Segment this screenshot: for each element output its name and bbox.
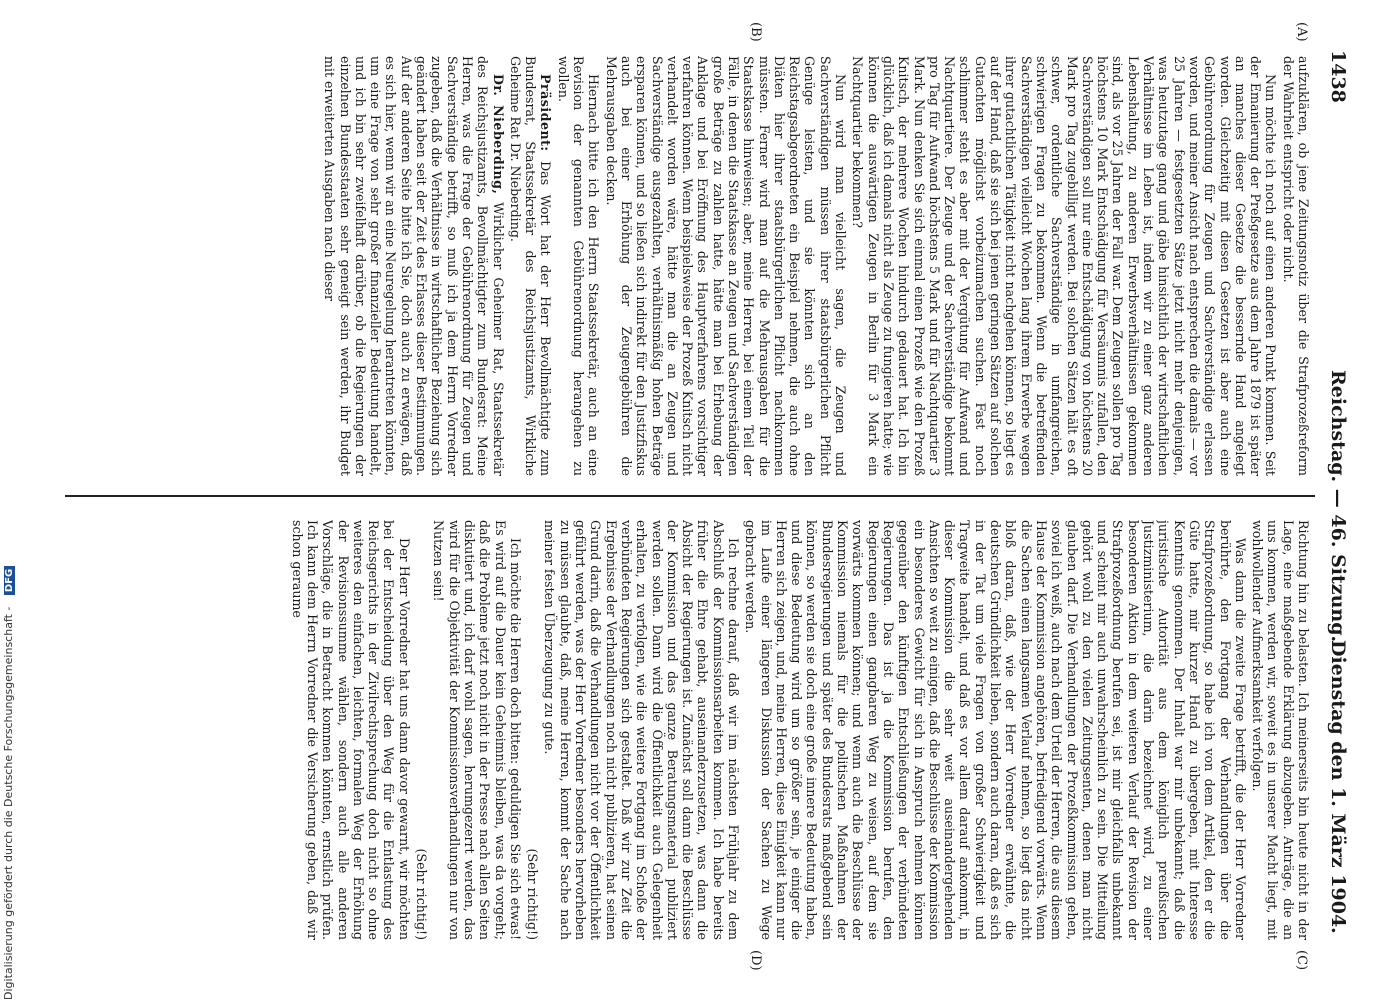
paragraph-text: (Sehr richtig!) [525, 848, 541, 940]
paragraph [1280, 56, 1311, 476]
header-session: Reichstag. — 46. Sitzung. [1327, 370, 1349, 643]
margin-mark-b: (B) [748, 22, 763, 42]
paragraph-text: Hiernach bitte ich den Herrn Staatssekretär, auch an eine Revision der genannten Gebührenordnung herangehen zu wollen. [555, 56, 602, 476]
margin-mark-a: (A) [1294, 22, 1309, 42]
paragraph [289, 520, 411, 940]
left-column [71, 56, 1311, 476]
header-date: Dienstag den 1. März 1904. [1327, 640, 1349, 934]
paragraph-text: Ich rechne darauf, daß wir im nächsten Frühjahr zu dem Abschluß der Kommissionsarbeiten kommen. Ich habe bereits früher die Ehre gehabt, auseinanderzusetzen, was dann die Absicht der Regierungen ist. Zunächst soll dann die Beschlüsse der Kommission und das ganze Beratungsmaterial publiziert werden sollen. Dann wird die Öffentlichkeit auch Gelegenheit erhalten, zu verfolgen, wie die weitere Fortgang im Schoße der verbündeten Regierungen sich gestaltet. Daß wir zur Zeit die Ergebnisse der Verhandlungen noch nicht publizieren, hat seinen Grund darin, daß die Verhandlungen nicht vor der Öffentlichkeit geführt werden, was der Herr Vorredner besonders hervorheben zu müssen glaubte, daß, meine Herren, kommt der Sache nach meiner festen Überzeugung zu gute. [542, 520, 742, 940]
paragraph [542, 520, 741, 940]
page-number: 1438 [1327, 50, 1349, 103]
paragraph [414, 520, 429, 940]
paragraph-text: Richtung hin zu belasten. Ich meinerseits bin heute nicht in der Lage, eine maßgebende Erklärung abzugeben. Anträge, die an uns kommen, werden wir, soweit es in unserer Macht liegt, mit wohlwollender Aufmerksamkeit verfolgen. [1250, 520, 1311, 940]
dfg-logo: DFG [4, 566, 15, 595]
speaker-name: Präsident: [538, 74, 554, 152]
page-header [1319, 40, 1349, 970]
margin-mark-c: (C) [1294, 950, 1309, 971]
credit-text: Digitalisierung gefördert durch die Deutsche Forschungsgemeinschaft - [2, 606, 15, 1000]
paragraph [603, 56, 848, 476]
paragraph-text: aufzuklären, ob jene Zeitungsnotiz über die Strafprozeßreform der Wahrheit entspricht oder nicht. [1280, 56, 1311, 476]
column-divider [65, 495, 1315, 497]
paragraph [743, 520, 1248, 940]
digitization-credit [2, 0, 18, 1000]
paragraph [525, 520, 540, 940]
paragraph [555, 56, 601, 476]
paragraph-text: Nun wird man vielleicht sagen, die Zeugen und Sachverständigen müssen ihrer staatsbürgerlichen Pflicht Genüge leisten, und sie könnten sich an den Reichstagsabgeordneten ein Beispiel nehmen, die auch ohne Diäten hier ihrer staatsbürgerlichen Pflicht nachkommen müssten. Ferner wird man auf die Mehrausgaben für die Staatskasse hinweisen; aber, meine Herren, bei einem Teil der Fälle, in denen die Staatskasse an Zeugen und Sachverständigen große Beträge zu zahlen hatte, hätte man bei Erhebung der Anklage und bei Eröffnung des Hauptverfahrens vorsichtiger verfahren können. Wenn beispielsweise der Prozeß Knitsch nicht verhandelt worden wäre, hätte man die an Zeugen und Sachverständige ausgezahlten, verhältnismäßig hohen Beträge ersparen können, und so ließen sich indirekt für den Justizfiskus auch bei einer Erhöhung der Zeugengebühren die Mehrausgaben decken. [603, 56, 849, 476]
paragraph [431, 520, 523, 940]
paragraph [322, 56, 506, 476]
paragraph-text: Was dann die zweite Frage betrifft, die der Herr Vorredner berührte, den Fortgang der Verhandlungen über die Strafprozeßordnung, so habe ich von dem Artikel, den er die Güte hatte, mir kurzer Hand zu übergeben, mit Interesse Kenntnis genommen. Der Inhalt war mir unbekannt; daß die juristische Autorität aus dem königlich preußischen Justizministerium, die darin bezeichnet wird, zu einer besonderen Aktion in dem weiteren Verlauf der Revision der Strafprozeßordnung berufen sei, ist mir gleichfalls unbekannt und scheint mir auch unwahrscheinlich zu sein. Die Mitteilung gehört wohl zu den vielen Zeitungsenten, denen man nicht glauben darf. Die Verhandlungen der Prozeßkommission gehen, soviel ich weiß, auch nach dem Urteil der Herren, die aus diesem Hause der Kommission angehören, befriedigend vorwärts. Wenn die Sachen einen langsamen Verlauf nehmen, so liegt das nicht bloß daran, daß, wie der Herr Vorredner erwähnte, die deutschen Gründlichkeit lieben, sondern auch daran, daß es sich in der Tat um viele Fragen von großer Schwierigkeit und Tragweite handelt, und daß es vor allem darauf ankommt, in dieser Kommission die sehr weit auseinandergehenden Ansichten so weit zu einigen, daß die Beschlüsse der Kommission ein besonderes Gewicht für sich in Anspruch nehmen können gegenüber den künftigen Entschließungen der verbündeten Regierungen. Das ist ja die Kommission berufen, den Regierungen einen gangbaren Weg zu weisen, auf dem sie vorwärts kommen können; und wenn auch die Beschlüsse der Kommission niemals für die politischen Maßnahmen der Bundesregierungen und später des Bundesrats maßgebend sein können, so werden sie doch eine große innere Bedeutung haben, und diese Bedeutung wird um so größer sein, je einiger die Herren sich zeigen, und, meine Herren, diese Einigkeit kann nur im Laufe einer längeren Diskussion der Sachen zu Wege gebracht werden. [743, 520, 1248, 940]
paragraph-text: (Sehr richtig!) [414, 848, 430, 940]
paragraph [850, 56, 1278, 476]
right-column [71, 520, 1311, 940]
paragraph-text: Wirklicher Geheimer Rat, Staatssekretär des Reichsjustizamts, Bevollmächtigter zum Bundesrat: Meine Herren, was die Frage der Gebührenordnung für Zeugen und Sachverständige betrifft, so muß ich ja dem Herrn Vorredner zugeben, daß die Verhältnisse in wirtschaftlicher Beziehung sich geändert haben seit der Zeit des Erlasses dieser Bestimmungen. Auf der anderen Seite bitte ich Sie, doch auch zu erwägen, daß es sich hier, wenn wir an eine Neuregelung herantreten könnten, um eine Frage von sehr großer finanzieller Bedeutung handelt, und ich bin sehr zweifelhaft darüber, ob die Regierungen der einzelnen Bundesstaaten sehr geneigt sein werden, ihr Budget mit erweiterten Ausgaben nach dieser [322, 56, 506, 476]
paragraph [508, 56, 554, 476]
paragraph-text: Das Wort hat der Herr Bevollmächtigte zum Bundesrat, Staatssekretär des Reichsjustizamts, Wirkliche Geheime Rat Dr. Nieberding. [507, 56, 554, 476]
speaker-name: Dr. Nieberding, [490, 74, 506, 195]
paragraph [1250, 520, 1311, 940]
margin-mark-d: (D) [748, 950, 763, 971]
paragraph-text: Der Herr Vorredner hat uns dann davor gewarnt, wir möchten bei der Entscheidung über den Weg für die Entlastung des Reichsgerichts in der Zivilrechtsprechung doch nicht so ohne weiteres den einfachen, leichten, formalen Weg der Erhöhung der Revisionssumme wählen, sondern auch alle anderen Vorschläge, die in Betracht kommen könnten, ernstlich prüfen. Ich kann dem Herrn Vorredner die Versicherung geben, daß wir schon geraume [289, 520, 412, 940]
paragraph-text: Nun möchte ich noch auf einen anderen Punkt kommen. Seit der Emanierung der Preßgesetze aus dem Jahre 1879 ist später an manches dieser Gesetze die bessernde Hand angelegt worden. Gleichzeitig mit diesen Gesetzen ist aber auch eine Gebührenordnung für Zeugen und Sachverständige erlassen worden, und meiner Ansicht nach entsprechen die damals — vor 25 Jahren — festgesetzten Sätze jetzt nicht mehr denjenigen, was heutzutage gang und gäbe hinsichtlich der wirtschaftlichen Verhältnisse im Leben ist, indem wir zu einer ganz anderen Lebenshaltung, zu anderen Erwerbsverhältnissen gekommen sind, als vor 25 Jahren der Fall war. Dem Zeugen sollen pro Tag höchstens 10 Mark Entschädigung für Versäumnis zufallen, den Sachverständigen soll nur eine Entschädigung von höchstens 20 Mark pro Tag zugebilligt werden. Bei solchen Sätzen hält es oft schwer, ordentliche Sachverständige in umfangreichen, schwierigen Fragen zu bekommen. Wenn die betreffenden Sachverständigen vielleicht Wochen lang ihrem Erwerbe wegen ihrer gutachtlichen Tätigkeit nicht nachgehen können, so liegt es auf der Hand, daß sie sich bei jenen geringen Sätzen auf solchen Gutachten möglichst vorbeizumachen suchen. Fast noch schlimmer steht es aber mit der Vergütung für Aufwand und Nachtquartiere. Der Zeuge und der Sachverständige bekommt pro Tag für Aufwand höchstens 5 Mark und für Nachtquartier 3 Mark. Nun denken Sie sich einmal einen Prozeß wie den Prozeß Knitsch, der mehrere Wochen hindurch gedauert hat. Ich bin glücklich, daß ich damals nicht als Zeuge zu fungieren hatte; wie können die auswärtigen Zeugen in Berlin für 3 Mark ein Nachtquartier bekommen? [850, 56, 1279, 476]
paragraph-text: Ich möchte die Herren doch bitten: geduldigen Sie sich etwas! Es wird auf die Dauer kein Geheimnis bleiben, was da vorgeht; daß die Probleme jetzt noch nicht in der Presse nach allen Seiten diskutiert und, ich darf wohl sagen, herumgezerrt werden, das wird für die Objektivität der Kommissionsverhandlungen nur von Nutzen sein! [431, 520, 523, 940]
